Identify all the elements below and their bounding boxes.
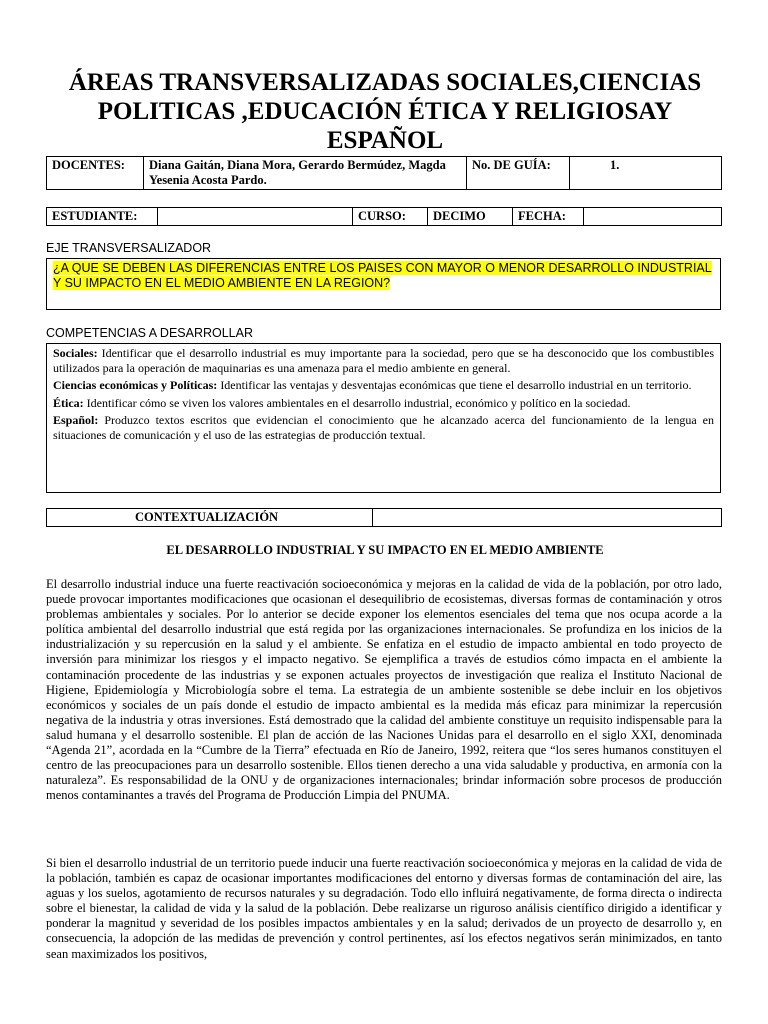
competencia-text: Identificar que el desarrollo industrial es muy importante para la sociedad, pero que se ha desconocido que los combustibles utilizados para la operación de maquinarias es una amenaza para el medio ambiente en general. (53, 346, 714, 375)
competencia-subject: Ciencias económicas y Políticas: (53, 378, 218, 392)
fecha-label: FECHA: (513, 208, 584, 226)
competencia-etica (53, 396, 714, 411)
eje-box (46, 258, 721, 310)
competencia-subject: Sociales: (53, 346, 98, 360)
page-title: ÁREAS TRANSVERSALIZADAS SOCIALES,CIENCIAS POLITICAS ,EDUCACIÓN ÉTICA Y RELIGIOSAY ESPAÑOL (68, 69, 702, 154)
guia-label: No. DE GUÍA: (467, 157, 570, 190)
estudiante-label: ESTUDIANTE: (47, 208, 158, 226)
curso-value: DECIMO (428, 208, 513, 226)
curso-label: CURSO: (353, 208, 428, 226)
article-heading: EL DESARROLLO INDUSTRIAL Y SU IMPACTO EN EL MEDIO AMBIENTE (166, 543, 604, 557)
teachers-table (46, 156, 722, 190)
competencia-subject: Ética: (53, 395, 84, 410)
competencias-box (46, 343, 721, 493)
docentes-value: Diana Gaitán, Diana Mora, Gerardo Bermúdez, Magda Yesenia Acosta Pardo. (144, 157, 467, 190)
competencia-subject: Español: (53, 413, 99, 427)
guia-value: 1. (570, 157, 722, 190)
competencia-text: Identificar las ventajas y desventajas económicas que tiene el desarrollo industrial en un territorio. (217, 378, 692, 392)
contextualizacion-value (373, 509, 722, 527)
competencia-text: Identificar cómo se viven los valores ambientales en el desarrollo industrial, económico y político en la sociedad. (83, 395, 631, 410)
eje-question: ¿A QUE SE DEBEN LAS DIFERENCIAS ENTRE LOS PAISES CON MAYOR O MENOR DESARROLLO INDUSTRIAL Y SU IMPACTO EN EL MEDIO AMBIENTE EN LA REGION? (53, 261, 712, 290)
competencias-label: COMPETENCIAS A DESARROLLAR (46, 326, 254, 340)
competencia-sociales (53, 346, 714, 375)
fecha-field[interactable] (584, 208, 722, 226)
estudiante-field[interactable] (158, 208, 353, 226)
article-paragraph: El desarrollo industrial induce una fuerte reactivación socioeconómica y mejoras en la calidad de vida de la población, por otro lado, puede provocar importantes modificaciones que ocasionan el desequilibrio de ecosistemas, diversas formas de contaminación y otros problemas ambientales y sociales. Por lo anterior se decide exponer los elementos esenciales del tema que nos ocupa acorde a la política ambiental del desarrollo industrial que está regida por las organizaciones internacionales. Se profundiza en los inicios de la industrialización y su repercusión en la salud y el ambiente. Se enfatiza en el estudio de impacto ambiental en todo proyecto de inversión para minimizar los riesgos y el impacto negativo. Se ejemplifica a través de estudios cómo impacta en el ambiente la contaminación procedente de las industrias y se exponen actuales proyectos de investigación que realiza el Instituto Nacional de Higiene, Epidemiología y Microbiología sobre el tema. La estrategia de un ambiente sostenible se debe incluir en los objetivos económicos y sociales de un país donde el estudio de impacto ambiental es la medida más eficaz para minimizar la repercusión negativa de la industria y otras inversiones. Está demostrado que la calidad del ambiente constituye un requisito indispensable para la salud humana y el desarrollo sostenible. El plan de acción de las Naciones Unidas para el desarrollo en el siglo XXI, denominada “Agenda 21”, acordada en la “Cumbre de la Tierra” efectuada en Río de Janeiro, 1992, reitera que “los seres humanos constituyen el centro de las preocupaciones para un desarrollo sostenible. Ellos tienen derecho a una vida saludable y productiva, en armonía con la naturaleza”. Es responsabilidad de la ONU y de organizaciones internacionales; brindar información sobre procesos de producción menos contaminantes a través del Programa de Producción Limpia del PNUMA. (46, 577, 722, 803)
docentes-label: DOCENTES: (47, 157, 144, 190)
eje-label: EJE TRANSVERSALIZADOR (46, 241, 212, 255)
student-table (46, 207, 722, 226)
competencia-text: Produzco textos escritos que evidencian el conocimiento que he alcanzado acerca del funcionamiento de la lengua en situaciones de comunicación y el uso de las estrategias de producción textual. (53, 413, 714, 442)
contextualizacion-label: CONTEXTUALIZACIÓN (47, 509, 373, 527)
article-paragraph: Si bien el desarrollo industrial de un territorio puede inducir una fuerte reactivación socioeconómica y mejoras en la calidad de vida de la población, también es capaz de ocasionar importantes modificaciones del entorno y diversas formas de contaminación del aire, las aguas y los suelos, agotamiento de recursos naturales y su degradación. Todo ello influirá negativamente, de forma directa o indirecta sobre el bienestar, la calidad de vida y la salud de la población. Debe realizarse un riguroso análisis científico dirigido a identificar y ponderar la magnitud y severidad de los posibles impactos ambientales y en la salud; derivados de un proyecto de desarrollo y, en consecuencia, la adopción de las medidas de prevención y control pertinentes, así los efectos negativos serán minimizados, en tanto sean maximizados los positivos, (46, 856, 722, 961)
competencia-ciencias (53, 378, 714, 393)
contextualizacion-table (46, 508, 722, 527)
competencia-espanol (53, 413, 714, 442)
